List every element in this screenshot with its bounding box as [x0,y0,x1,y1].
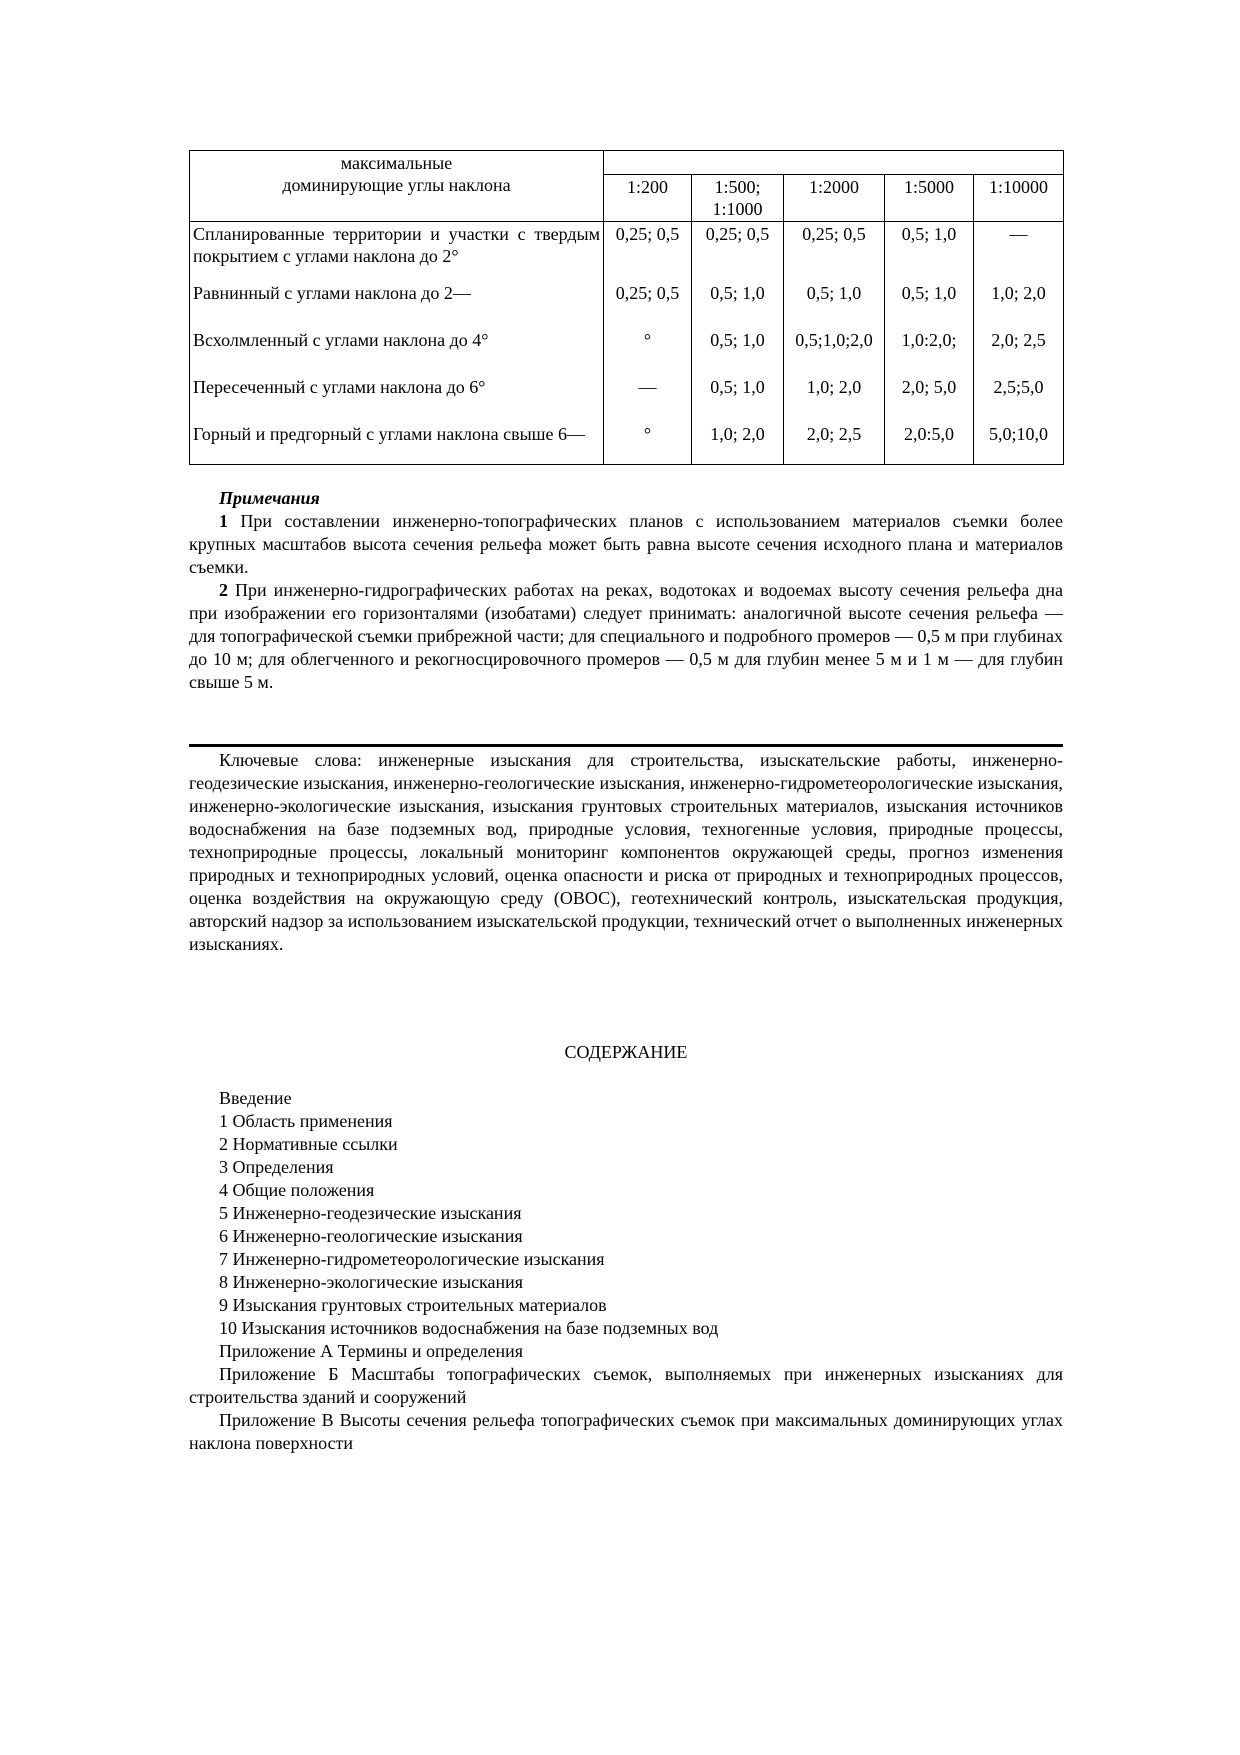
contents-list [189,1087,1063,1455]
value-cell: 0,5; 1,0 [692,375,784,422]
value-cell: 0,5; 1,0 [885,222,974,282]
table-row [190,328,1064,375]
table-row [190,222,1064,282]
contents-item: 3 Определения [219,1157,334,1177]
contents-item: 10 Изыскания источников водоснабжения на базе подземных вод [219,1318,719,1338]
value-cell: 0,25; 0,5 [604,222,692,282]
value-cell: 5,0;10,0 [974,422,1064,465]
value-cell: 1,0; 2,0 [974,281,1064,328]
table-row [190,422,1064,465]
table-row [190,375,1064,422]
value-cell: 2,0; 2,5 [784,422,885,465]
value-cell: 2,0:5,0 [885,422,974,465]
note-text: При инженерно-гидрографических работах на реках, водотоках и водоемах высоту сечения рельефа дна при изображении его горизонталями (изобатами) следует принимать: аналогичной высоте сечения рельефа — для топографической съемки прибрежной части; для специального и подробного промеров — 0,5 м при глубинах до 10 м; для облегченного и рекогносцировочного промеров — 0,5 м для глубин менее 5 м и 1 м — для глубин свыше 5 м. [189,580,1063,692]
contents-item: 6 Инженерно-геологические изыскания [219,1226,523,1246]
value-cell: — [604,375,692,422]
value-cell: 1,0; 2,0 [692,422,784,465]
contents-item: 4 Общие положения [219,1180,375,1200]
terrain-cell: Горный и предгорный с углами наклона свыше 6— [190,422,604,465]
value-cell: — [974,222,1064,282]
note-item [189,579,1063,694]
terrain-cell: Спланированные территории и участки с твердым покрытием с углами наклона до 2° [190,222,604,282]
table-header-row-top [190,151,1064,175]
value-cell: 1,0:2,0; [885,328,974,375]
note-number: 2 [219,580,228,600]
contents-item: Приложение Б Масштабы топографических съемок, выполняемых при инженерных изысканиях для строительства зданий и сооружений [189,1364,1063,1407]
table-header-line2: доминирующие углы наклона [282,175,511,195]
table-header-terrain [190,151,604,222]
value-cell: 0,5; 1,0 [885,281,974,328]
scale-header: 1:200 [604,175,692,222]
note-number: 1 [219,511,228,531]
value-cell: 1,0; 2,0 [784,375,885,422]
contents-item: 2 Нормативные ссылки [219,1134,398,1154]
terrain-cell: Равнинный с углами наклона до 2— [190,281,604,328]
value-cell: 2,0; 5,0 [885,375,974,422]
relief-section-table [189,150,1064,465]
keywords-paragraph: Ключевые слова: инженерные изыскания для строительства, изыскательские работы, инженерно-геодезические изыскания, инженерно-геологические изыскания, инженерно-гидрометеорологические изыскания, инженерно-экологические изыскания, изыскания грунтовых строительных материалов, изыскания источников водоснабжения на базе подземных вод, природные условия, техногенные условия, природные процессы, техноприродные процессы, локальный мониторинг компонентов окружающей среды, прогноз изменения природных и техноприродных условий, оценка опасности и риска от природных и техноприродных процессов, оценка воздействия на окружающую среду (ОВОС), геотехнический контроль, изыскательская продукция, авторский надзор за использованием изыскательской продукции, технический отчет о выполненных инженерных изысканиях. [189,750,1063,954]
scale-header: 1:10000 [974,175,1064,222]
value-cell: 0,5; 1,0 [692,281,784,328]
table-row [190,281,1064,328]
note-text: При составлении инженерно-топографических планов с использованием материалов съемки более крупных масштабов высота сечения рельефа может быть равна высоте сечения исходного плана и материалов съемки. [189,511,1063,577]
terrain-cell: Пересеченный с углами наклона до 6° [190,375,604,422]
contents-item: 8 Инженерно-экологические изыскания [219,1272,524,1292]
notes-title: Примечания [219,488,320,508]
scale-header: 1:500; 1:1000 [692,175,784,222]
table-header-group [604,151,1064,175]
contents-item: Приложение В Высоты сечения рельефа топографических съемок при максимальных доминирующих углах наклона поверхности [189,1410,1063,1453]
notes-section [189,487,1063,694]
terrain-cell: Всхолмленный с углами наклона до 4° [190,328,604,375]
value-cell: 0,5;1,0;2,0 [784,328,885,375]
value-cell: 0,25; 0,5 [604,281,692,328]
contents-item: Введение [219,1088,292,1108]
scale-header: 1:5000 [885,175,974,222]
table-header-line1: максимальные [340,153,453,173]
contents-item: 7 Инженерно-гидрометеорологические изыскания [219,1249,605,1269]
scale-header: 1:2000 [784,175,885,222]
contents-item: 9 Изыскания грунтовых строительных материалов [219,1295,607,1315]
value-cell: 2,0; 2,5 [974,328,1064,375]
contents-item: 1 Область применения [219,1111,393,1131]
value-cell: 0,25; 0,5 [784,222,885,282]
value-cell: ° [604,328,692,375]
document-page [189,150,1063,1455]
value-cell: 0,25; 0,5 [692,222,784,282]
value-cell: 0,5; 1,0 [692,328,784,375]
value-cell: ° [604,422,692,465]
contents-title: СОДЕРЖАНИЕ [564,1042,688,1062]
value-cell: 2,5;5,0 [974,375,1064,422]
contents-item: Приложение А Термины и определения [219,1341,524,1361]
value-cell: 0,5; 1,0 [784,281,885,328]
section-divider [189,744,1063,747]
note-item [189,510,1063,579]
contents-item: 5 Инженерно-геодезические изыскания [219,1203,522,1223]
